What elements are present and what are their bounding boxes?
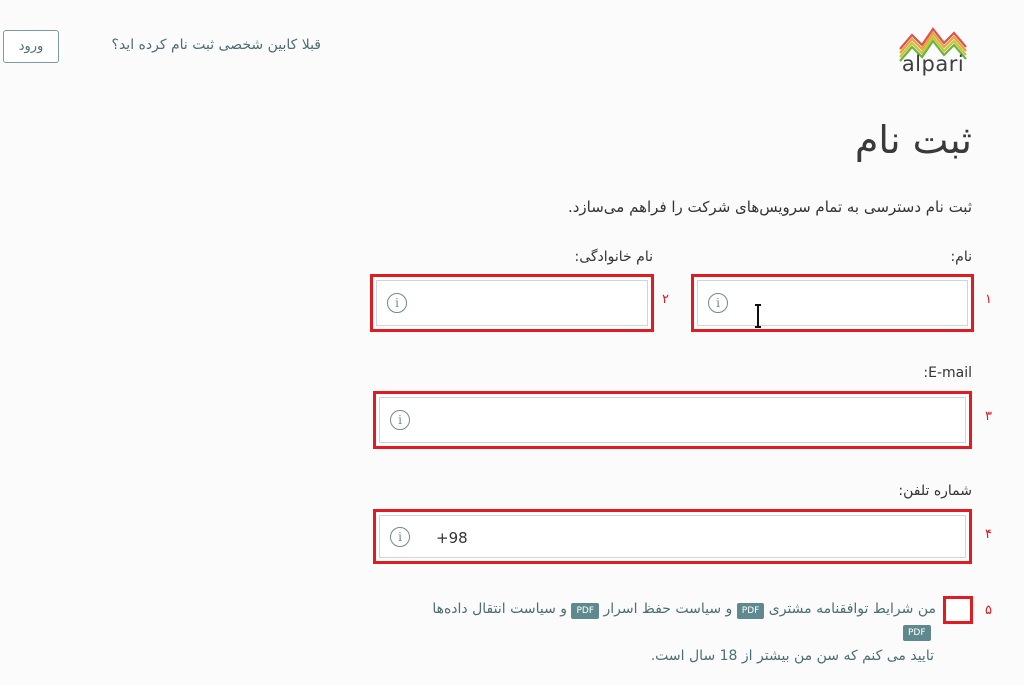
email-label: E-mail: <box>923 365 972 381</box>
consent-text-line1 <box>432 601 936 619</box>
email-field[interactable] <box>373 391 972 449</box>
phone-info-icon[interactable]: i <box>390 527 410 547</box>
logo-text: alpari <box>901 52 965 76</box>
email-input[interactable] <box>422 402 959 430</box>
login-question-text: قبلا کابین شخصی ثبت نام کرده اید؟ <box>111 37 321 53</box>
consent-checkbox[interactable] <box>943 596 973 624</box>
text-cursor-icon <box>753 304 763 328</box>
consent-text-line3: تایید می کنم که سن من بیشتر از 18 سال است. <box>650 648 934 664</box>
pdf-badge-agreement[interactable]: PDF <box>737 603 765 619</box>
field-number-1: ۱ <box>985 292 992 307</box>
last-name-input[interactable] <box>419 285 641 313</box>
first-name-label: نام: <box>950 249 972 265</box>
last-name-label: نام خانوادگی: <box>574 249 653 265</box>
pdf-badge-data-transfer[interactable]: PDF <box>903 625 931 641</box>
field-number-4: ۴ <box>985 527 992 542</box>
phone-input[interactable] <box>434 524 959 552</box>
page-title: ثبت نام <box>854 118 972 162</box>
consent-text-part2: و سیاست حفظ اسرار <box>603 601 733 617</box>
last-name-field[interactable] <box>370 274 654 332</box>
page-subtitle: ثبت نام دسترسی به تمام سرویس‌های شرکت را فراهم می‌سازد. <box>567 198 972 216</box>
first-name-input[interactable] <box>740 285 961 313</box>
field-number-2: ۲ <box>662 292 669 307</box>
pdf-badge-privacy[interactable]: PDF <box>571 603 599 619</box>
email-info-icon[interactable]: i <box>390 410 410 430</box>
field-number-5: ۵ <box>985 603 992 618</box>
consent-text-part3: و سیاست انتقال داده‌ها <box>432 601 568 617</box>
phone-label: شماره تلفن: <box>898 483 972 499</box>
first-name-field[interactable] <box>691 274 974 332</box>
login-button[interactable]: ورود <box>3 30 59 63</box>
last-name-info-icon[interactable]: i <box>387 293 407 313</box>
field-number-3: ۳ <box>985 409 992 424</box>
phone-field[interactable] <box>373 509 972 564</box>
consent-text-part1: من شرایط توافقنامه مشتری <box>768 601 936 617</box>
first-name-info-icon[interactable]: i <box>708 293 728 313</box>
